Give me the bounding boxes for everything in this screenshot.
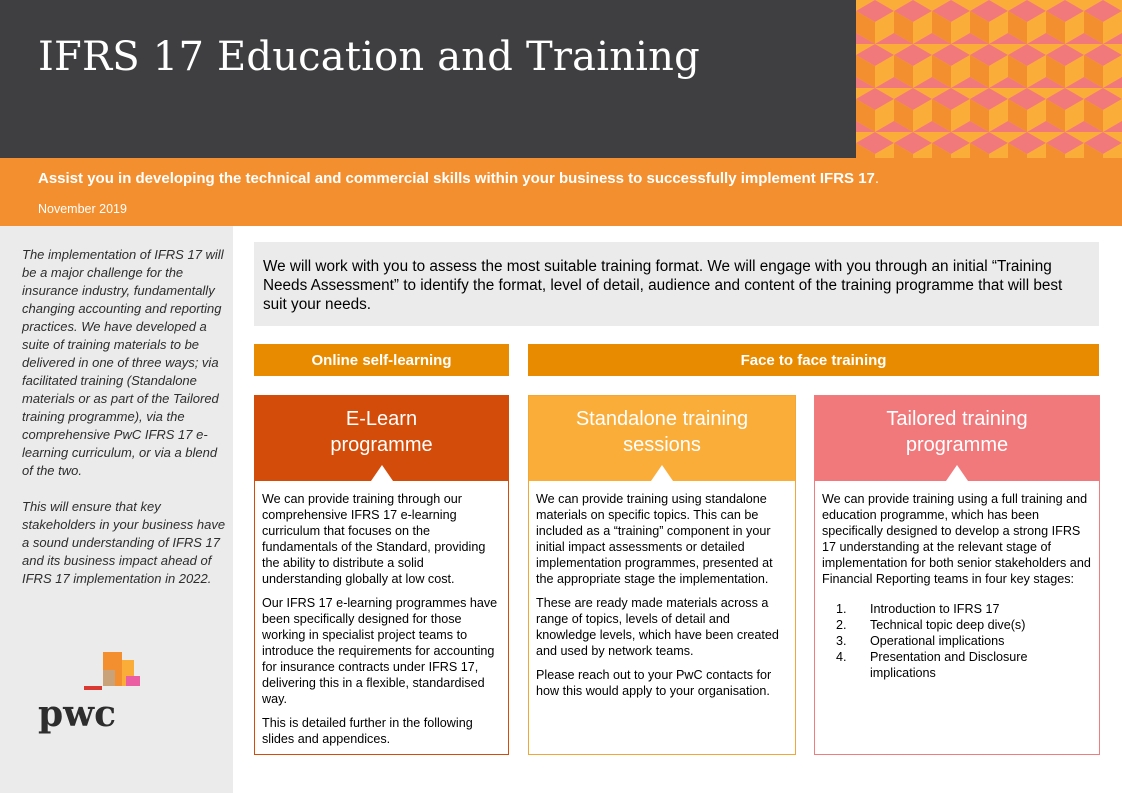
header xyxy=(0,0,856,158)
card-title-line: programme xyxy=(330,434,433,456)
list-number: 4. xyxy=(836,650,847,664)
svg-text:pwc: pwc xyxy=(38,693,117,734)
sidebar-text xyxy=(22,246,226,588)
pwc-logo-icon xyxy=(36,650,146,734)
sidebar-paragraph: The implementation of IFRS 17 will be a major challenge for the insurance industry, fundamentally changing accounting and reporting practices. We have developed a suite of training materials to be delivered in one of three ways; via facilitated training (Standalone materials or as part of the Tailored training programme), via the comprehensive PwC IFRS 17 e-learning curriculum, or via a blend of the two. xyxy=(22,247,224,478)
list-text: Technical topic deep dive(s) xyxy=(870,618,1026,632)
list-text: Introduction to IFRS 17 xyxy=(870,602,1000,616)
subtitle-text: Assist you in developing the technical and commercial skills within your business to successfully implement IFRS 17 xyxy=(38,170,875,187)
card-title-line: Tailored training xyxy=(886,408,1028,430)
card-title-line: Standalone training xyxy=(575,408,749,430)
card-paragraph: These are ready made materials across a range of topics, levels of detail and knowledge levels, which have been created and used by network teams. xyxy=(536,596,779,658)
list-item xyxy=(822,617,1092,633)
card-standalone xyxy=(528,395,796,755)
stages-list xyxy=(822,601,1092,681)
subtitle-end: . xyxy=(874,170,880,187)
card-elearn xyxy=(254,395,509,755)
list-item xyxy=(822,601,1092,617)
card-paragraph: Our IFRS 17 e-learning programmes have been specifically designed for those working in specialist project teams to introduce the requirements for accounting for insurance contracts under IFRS 17, delivering this in a flexible, standardised way. xyxy=(262,596,498,706)
card-title-line: programme xyxy=(905,434,1009,456)
card-body xyxy=(255,481,508,747)
list-number: 3. xyxy=(836,634,847,648)
list-text: Operational implications xyxy=(870,634,1005,648)
card-paragraph: We can provide training through our comprehensive IFRS 17 e-learning curriculum that focuses on the fundamentals of the Standard, providing the ability to distribute a solid understanding globally at low cost. xyxy=(262,492,486,586)
card-title xyxy=(255,396,508,481)
card-paragraph: We can provide training using standalone materials on specific topics. This can be included as a “training” component in your initial impact assessments or detailed implementation programmes, presented at the appropriate stage the implementation. xyxy=(536,492,773,586)
card-tailored xyxy=(814,395,1100,755)
sidebar-paragraph: This will ensure that key stakeholders in your business have a sound understanding of IFRS 17 and its business impact ahead of IFRS 17 implementation in 2022. xyxy=(22,499,226,586)
list-item xyxy=(822,649,1092,681)
card-title-line: sessions xyxy=(623,434,701,456)
list-number: 1. xyxy=(836,602,847,616)
list-item xyxy=(822,633,1092,649)
subtitle xyxy=(38,170,879,187)
decorative-pattern-icon xyxy=(856,0,1122,158)
page-title: IFRS 17 Education and Training xyxy=(38,34,700,80)
card-title xyxy=(529,396,795,481)
category-online: Online self-learning xyxy=(254,344,509,376)
intro-box: We will work with you to assess the most suitable training format. We will engage with you through an initial “Training Needs Assessment” to identify the format, level of detail, audience and content of the training programme that will best suit your needs. xyxy=(254,242,1099,326)
date: November 2019 xyxy=(38,202,127,216)
card-paragraph: We can provide training using a full training and education programme, which has been specifically designed to develop a strong IFRS 17 understanding at the relevant stage of implementation for both senior stakeholders and Financial Reporting teams in four key stages: xyxy=(822,492,1091,586)
sidebar xyxy=(0,226,233,793)
category-face-to-face: Face to face training xyxy=(528,344,1099,376)
card-title xyxy=(815,396,1099,481)
card-body xyxy=(815,481,1099,681)
list-text: Presentation and Disclosure implications xyxy=(870,650,1028,680)
card-paragraph: Please reach out to your PwC contacts for how this would apply to your organisation. xyxy=(536,668,772,698)
subtitle-band xyxy=(0,158,1122,226)
list-number: 2. xyxy=(836,618,847,632)
card-body xyxy=(529,481,795,699)
card-title-line: E-Learn xyxy=(345,408,418,430)
card-paragraph: This is detailed further in the following slides and appendices. xyxy=(262,716,473,746)
